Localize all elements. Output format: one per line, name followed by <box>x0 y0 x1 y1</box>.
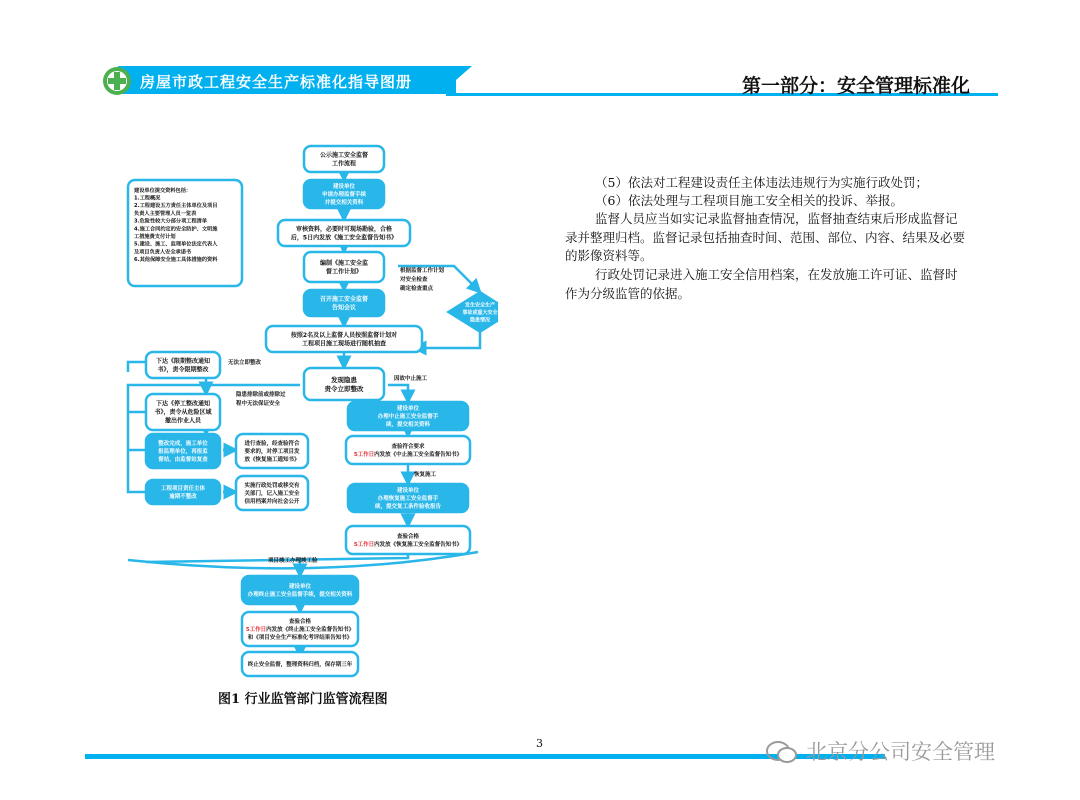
node-resume-apply-line: 办理恢复施工安全监督手 <box>377 495 439 502</box>
node-stop-notice-line: 撤出作业人员 <box>164 417 202 425</box>
node-penalty-line: 信用档案并向社会公开 <box>244 498 300 505</box>
node-rectify-complete-line: 整改完成，施工单位 <box>158 440 208 447</box>
flow-connector <box>128 362 146 372</box>
node-rectify-notice-line: 书》，责令限期整改 <box>157 366 209 374</box>
node-publish <box>304 146 384 172</box>
node-resume-notice-line: 5工作日内发放《恢复施工安全监督告知书》 <box>353 541 463 548</box>
node-briefing-line: 告知会议 <box>331 304 357 312</box>
node-briefing-line: 召开施工安全监督 <box>319 295 369 303</box>
node-inspection <box>266 326 422 352</box>
node-terminate-apply-line: 建设单位 <box>288 583 312 590</box>
node-materials-list-line: 6.其他保障安全施工具体措施的资料 <box>134 257 218 264</box>
label-plan-check: 根据监督工作计划 <box>400 268 445 274</box>
node-resume-check-line: 进行查验，经查验符合 <box>244 440 300 447</box>
node-materials-list-line: 1.工程概况 <box>134 195 161 202</box>
node-archive-line: 终止安全监督，整理资料归档，保存期三年 <box>247 661 353 668</box>
node-rectify-notice <box>146 352 220 378</box>
node-plan-line: 督工作计划》 <box>325 268 363 276</box>
node-penalty-line: 关部门，记入施工安全 <box>244 490 300 497</box>
supervision-flowchart <box>118 140 498 680</box>
body-paragraph-penalty: 行政处罚记录进入施工安全信用档案，在发放施工许可证、监督时作为分级监管的依据。 <box>565 267 958 301</box>
node-overdue-line: 逾期不整改 <box>169 493 197 500</box>
label-hazard: 隐患排除前或排除过 <box>236 392 286 398</box>
node-accident-decision-line: 隐患情况 <box>469 317 491 324</box>
label-plan-check: 确定检查重点 <box>400 286 434 292</box>
node-plan-line: 编制《施工安全监 <box>319 259 369 267</box>
flow-connector <box>388 385 408 402</box>
node-inspection-line: 按照2名及以上监督人员按照监督计划对 <box>290 331 398 339</box>
page-number: 3 <box>536 737 543 750</box>
section-title: 第一部分：安全管理标准化 <box>742 75 971 97</box>
watermark-text: 北京分公司安全管理 <box>806 740 995 764</box>
node-inspection-line: 工程项目施工现场进行随机抽查 <box>301 340 387 348</box>
node-overdue-line: 工程项目责任主体 <box>160 485 206 492</box>
node-resume-notice-line: 查验合格 <box>396 533 420 540</box>
label-complete: 项目竣工办理竣工验 <box>268 558 318 564</box>
node-stop-notice-line: 书》，责令从危险区域 <box>154 409 212 417</box>
header-banner-slant <box>440 66 472 94</box>
node-materials-list-line: 5.建设、施工、监理单位法定代表人 <box>134 241 218 248</box>
node-materials-list-line: 3.危险性较大分部分项工程清单 <box>134 218 208 225</box>
node-suspend-apply-line: 办理中止施工安全监督手 <box>377 413 439 420</box>
body-paragraph-records: 监督人员应当如实记录监督抽查情况，监督抽查结束后形成监督记录并整理归档。监督记录包括抽查时间、范围、部位、内容、结果及必要的影像资料等。 <box>565 211 966 263</box>
body-paragraph-6: （6）依法处理与工程项目施工安全相关的投诉、举报。 <box>595 193 903 208</box>
node-apply-line: 申请办理监督手续 <box>321 191 367 198</box>
node-terminate-notice-line: 5工作日内发放《终止施工安全监督告知书》 <box>245 626 355 633</box>
node-stop-notice-line: 下达《停工整改通知 <box>155 400 211 408</box>
node-suspend-notice <box>346 436 470 464</box>
label-immediate: 无法立即整改 <box>228 360 262 366</box>
node-rectify-notice-line: 下达《限期整改通知 <box>155 357 211 365</box>
node-resume-apply-line: 建设单位 <box>396 487 420 494</box>
flow-connector <box>414 330 480 348</box>
node-materials-list-line: 及项目负责人安全承诺书 <box>134 249 192 256</box>
node-resume-notice <box>346 526 470 554</box>
node-suspend-apply-line: 续，提交相关资料 <box>385 421 431 428</box>
node-suspend-apply-line: 建设单位 <box>396 405 420 412</box>
node-rectify-complete-line: 督站，由监督站复查 <box>158 456 208 463</box>
node-materials-list-line: 2.工程建设五方责任主体单位及项目 <box>134 203 218 210</box>
node-plan <box>304 252 384 282</box>
node-apply-line: 建设单位 <box>332 183 356 190</box>
node-accident-decision-line: 发生安全生产 <box>464 302 496 309</box>
node-materials-list-line: 负责人主要管理人员一览表 <box>134 210 197 217</box>
body-paragraph-5: （5）依法对工程建设责任主体违法违规行为实施行政处罚； <box>595 175 928 190</box>
label-hazard: 程中无法保证安全 <box>236 401 281 407</box>
node-resume-check-line: 要求的，对停工项目发 <box>244 448 300 455</box>
node-hazard-line: 发现隐患 <box>331 375 357 384</box>
node-materials-list-line: 建设单位提交资料包括： <box>134 187 192 194</box>
label-suspend: 因故中止施工 <box>394 376 428 382</box>
node-apply-line: 并提交相关资料 <box>324 199 364 206</box>
node-suspend-notice-line: 5工作日内发放《中止施工安全监督告知书》 <box>353 451 463 458</box>
node-publish-line: 工作流程 <box>331 160 357 168</box>
node-overdue <box>146 480 220 504</box>
node-review-line: 审核资料，必要时可现场勘验，合格 <box>295 225 393 233</box>
figure-caption: 图1 行业监管部门监管流程图 <box>218 692 388 707</box>
node-resume-check-line: 放《恢复施工通知书》 <box>244 456 300 463</box>
label-plan-check: 对安全检查 <box>400 277 428 283</box>
node-materials-list-line: 工措施费支付计划 <box>134 234 176 241</box>
node-review-line: 后，5日内发放《施工安全监督告知书》 <box>290 234 398 242</box>
node-suspend-notice-line: 查验符合要求 <box>391 443 425 450</box>
node-publish-line: 公示施工安全监督 <box>319 151 369 159</box>
node-accident-decision-line: 事故或重大安全 <box>462 309 498 316</box>
safety-cross-logo-icon <box>102 66 132 96</box>
node-terminate-notice-line: 和《项目安全生产标准化考评结果告知书》 <box>247 634 353 641</box>
header-title: 房屋市政工程安全生产标准化指导图册 <box>140 73 413 91</box>
node-materials-list-line: 4.施工合同约定的安全防护、文明施 <box>134 226 218 233</box>
node-resume-apply-line: 续，提交复工条件验收报告 <box>374 503 442 510</box>
wechat-icon <box>765 740 799 764</box>
node-briefing <box>304 290 384 316</box>
node-rectify-complete-line: 报监理单位，再报监 <box>158 448 208 455</box>
node-terminate-apply <box>242 576 358 604</box>
node-review <box>278 220 410 246</box>
label-resume: 恢复施工 <box>414 472 437 478</box>
node-terminate-notice-line: 查验合格 <box>288 618 312 625</box>
node-hazard-line: 责令立即整改 <box>324 384 364 393</box>
node-penalty-line: 实施行政处罚或移交有 <box>244 482 300 489</box>
node-terminate-apply-line: 办理终止施工安全监督手续，提交相关资料 <box>247 591 353 598</box>
